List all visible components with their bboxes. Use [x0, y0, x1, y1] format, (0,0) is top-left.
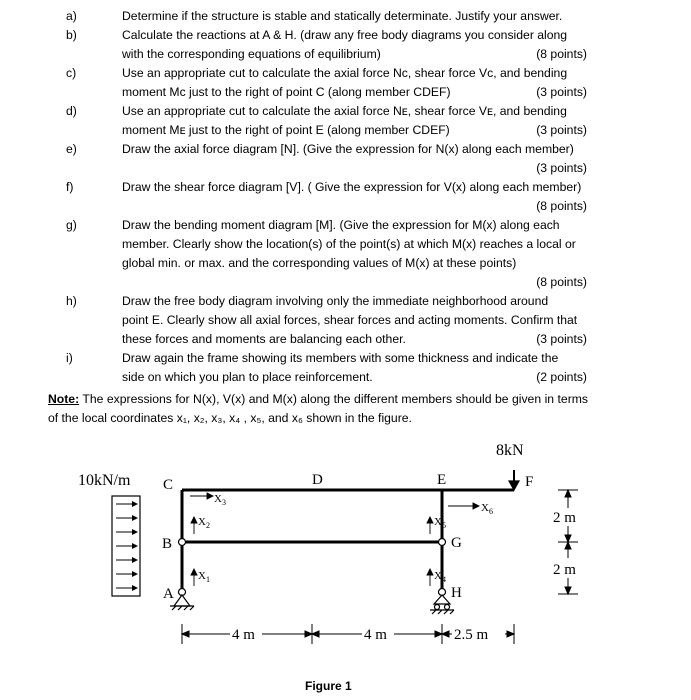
- label-distributed-load: 10kN/m: [78, 472, 131, 489]
- question-label: a): [66, 9, 77, 23]
- dim-4m-left: 4 m: [232, 627, 255, 643]
- question-line-text: Use an appropriate cut to calculate the axial force Nᴄ, shear force Vᴄ, and bending: [122, 66, 568, 80]
- label-point-load: 8kN: [496, 442, 524, 459]
- figure-caption: Figure 1: [305, 679, 352, 693]
- load-arrow-head: [132, 529, 138, 535]
- note-text: The expressions for N(x), V(x) and M(x) along the different members should be given in terms of the local coordinates x₁, x₂, x₃, x₄ , x₅, and x₆ shown in the figure.: [48, 392, 588, 425]
- node-b-label: B: [162, 536, 173, 552]
- question-label: b): [66, 28, 77, 42]
- coord-x2: $X_2$: [198, 516, 210, 530]
- question-line-text: Draw the axial force diagram [N]. (Give the expression for N(x) along each member): [122, 142, 574, 156]
- question-label: i): [66, 351, 73, 365]
- question-label: g): [66, 218, 77, 232]
- question-line-text: Calculate the reactions at A & H. (draw any free body diagrams you consider along: [122, 28, 568, 42]
- load-arrow-head: [132, 557, 138, 563]
- node-d-label: D: [312, 472, 323, 488]
- question-line-text: member. Clearly show the location(s) of the point(s) at which M(x) reaches a local or: [122, 237, 576, 251]
- load-arrow-head: [132, 571, 138, 577]
- hinge-b: [179, 539, 186, 546]
- question-line-text: Draw the bending moment diagram [M]. (Give the expression for M(x) along each: [122, 218, 560, 232]
- question-points: (3 points): [536, 161, 587, 175]
- coord-x5: $X_5$: [434, 516, 446, 530]
- question-line-text: with the corresponding equations of equilibrium): [122, 47, 381, 61]
- question-line-text: point E. Clearly show all axial forces, shear forces and acting moments. Confirm that: [122, 313, 578, 327]
- distributed-load-arrows: [116, 501, 138, 591]
- dim-2m-lower: 2 m: [553, 562, 576, 578]
- load-arrow-head: [132, 585, 138, 591]
- node-c-label: C: [163, 477, 174, 493]
- question-points: (3 points): [536, 332, 587, 346]
- question-points: (3 points): [536, 123, 587, 137]
- node-g-label: G: [451, 535, 462, 551]
- question-points: (3 points): [536, 85, 587, 99]
- dim-4m-middle: 4 m: [364, 627, 387, 643]
- question-points: (8 points): [536, 47, 587, 61]
- question-line-text: Draw the free body diagram involving only the immediate neighborhood around: [122, 294, 549, 308]
- node-f-label: F: [525, 474, 534, 490]
- coord-x6: $X_6$: [481, 502, 493, 516]
- question-line-text: these forces and moments are balancing each other.: [122, 332, 406, 346]
- dim-2m-upper: 2 m: [553, 510, 576, 526]
- question-points: (2 points): [536, 370, 587, 384]
- question-label: e): [66, 142, 77, 156]
- coord-x1: $X_1$: [198, 570, 210, 584]
- load-arrow-head: [132, 515, 138, 521]
- question-label: h): [66, 294, 77, 308]
- load-arrow-head: [132, 543, 138, 549]
- note-label: Note:: [48, 392, 80, 406]
- question-line-text: side on which you plan to place reinforcement.: [122, 370, 373, 384]
- question-line-text: moment Mᴄ just to the right of point C (along member CDEF): [122, 85, 451, 99]
- node-e-label: E: [437, 472, 447, 488]
- hinge-g: [439, 539, 446, 546]
- question-points: (8 points): [536, 199, 587, 213]
- question-line-text: Use an appropriate cut to calculate the axial force Nᴇ, shear force Vᴇ, and bending: [122, 104, 567, 118]
- dim-2-5m: 2.5 m: [454, 627, 489, 643]
- question-line-text: Draw again the frame showing its members with some thickness and indicate the: [122, 351, 559, 365]
- question-label: d): [66, 104, 77, 118]
- question-label: f): [66, 180, 74, 194]
- question-line-text: global min. or max. and the corresponding values of M(x) at these points): [122, 256, 517, 270]
- node-h-label: H: [451, 585, 462, 601]
- question-line-text: moment Mᴇ just to the right of point E (along member CDEF): [122, 123, 450, 137]
- question-label: c): [66, 66, 77, 80]
- question-line-text: Draw the shear force diagram [V]. ( Give the expression for V(x) along each member): [122, 180, 582, 194]
- vertical-dimension: [558, 490, 578, 594]
- question-points: (8 points): [536, 275, 587, 289]
- load-arrow-head: [132, 501, 138, 507]
- question-line-text: Determine if the structure is stable and statically determinate. Justify your answer.: [122, 9, 563, 23]
- coord-x4: $X_4$: [434, 570, 446, 584]
- node-a-label: A: [163, 586, 174, 602]
- coord-x3: $X_3$: [214, 493, 226, 507]
